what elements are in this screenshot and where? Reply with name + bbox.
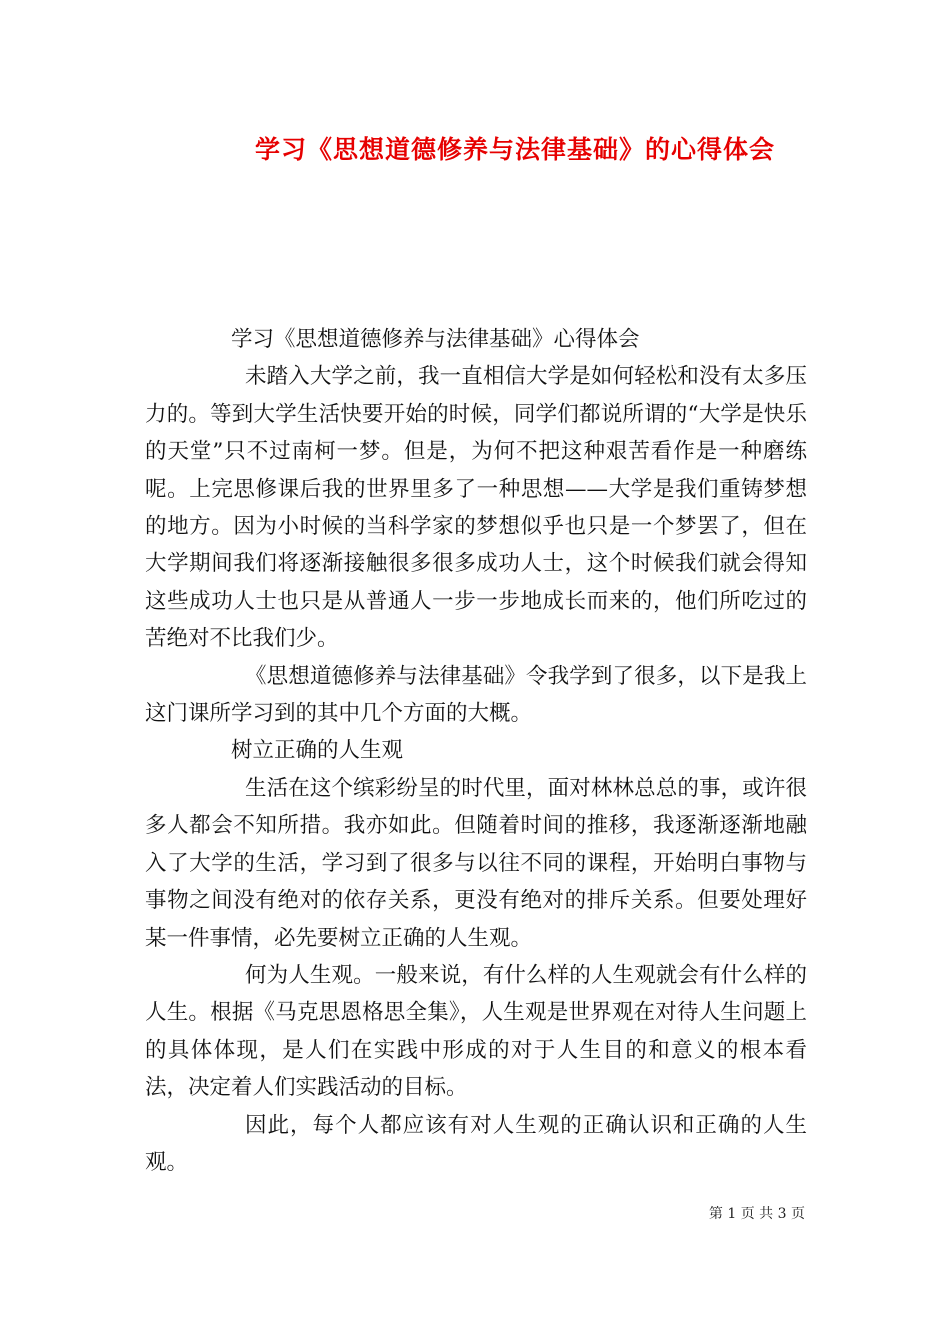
document-body — [145, 321, 807, 1181]
document-subtitle: 学习《思想道德修养与法律基础》心得体会 — [231, 327, 640, 352]
paragraph-1: 未踏入大学之前，我一直相信大学是如何轻松和没有太多压力的。等到大学生活快要开始的时候，同学们都说所谓的“大学是快乐的天堂”只不过南柯一梦。但是，为何不把这种艰苦看作是一种磨练呢。上完思修课后我的世界里多了一种思想——大学是我们重铸梦想的地方。因为小时候的当科学家的梦想似乎也只是一个梦罢了，但在大学期间我们将逐渐接触很多很多成功人士，这个时候我们就会得知这些成功人士也只是从普通人一步一步地成长而来的，他们所吃过的苦绝对不比我们少。 — [145, 364, 807, 652]
section-paragraph-1: 生活在这个缤彩纷呈的时代里，面对林林总总的事，或许很多人都会不知所措。我亦如此。但随着时间的推移，我逐渐逐渐地融入了大学的生活，学习到了很多与以往不同的课程，开始明白事物与事物之间没有绝对的依存关系，更没有绝对的排斥关系。但要处理好某一件事情，必先要树立正确的人生观。 — [145, 775, 807, 951]
document-title: 学习《思想道德修养与法律基础》的心得体会 — [254, 135, 775, 164]
paragraph-2: 《思想道德修养与法律基础》令我学到了很多，以下是我上这门课所学习到的其中几个方面的大概。 — [145, 663, 807, 727]
section-heading: 树立正确的人生观 — [231, 738, 404, 764]
page-number-footer: 第 1 页 共 3 页 — [708, 1206, 805, 1222]
section-paragraph-3: 因此，每个人都应该有对人生观的正确认识和正确的人生观。 — [145, 1112, 807, 1175]
section-paragraph-2: 何为人生观。一般来说，有什么样的人生观就会有什么样的人生。根据《马克思恩格思全集》，人生观是世界观在对待人生问题上的具体体现，是人们在实践中形成的对于人生目的和意义的根本看法，决定着人们实践活动的目标。 — [145, 962, 807, 1101]
